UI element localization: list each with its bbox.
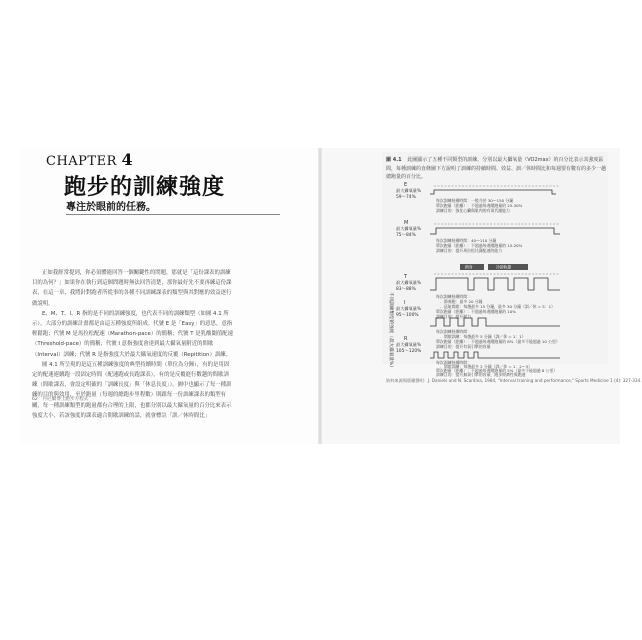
chapter-title: 跑步的訓練強度 [64,175,226,200]
zone-code: I [404,300,406,306]
zone-bullet: 單次跑量（距離）：不超過每週總跑量的 10% [436,309,516,314]
chapter-prefix: CHAPTER [46,154,117,169]
zone-bullet: ．間歇訓練：每趟最多 5 分鐘（訓／休 = 1：1） [440,334,526,339]
zone-pct-label: 最大攝氧量% [396,342,421,347]
zone-code: M [404,220,409,226]
zone-range: 59～74% [396,195,416,200]
zone-bullet: ．巡航間歇：每趟最多 15 分鐘，最多 30 分鐘（訓／休 = 5：1） [440,304,556,309]
figure-caption [386,156,606,182]
cool-down-label: 冷卻收操 [496,264,512,270]
zone-code: T [404,274,408,280]
paragraph: 正如我經常提到，你必須體能回答一個關鍵性的問題，那就是「這份課表的訓練目的為何？」如果你在執行到這個問題時無法回答清楚，那你最好先不要再練這份課表，在這一章，我將針對跑者所從事的各種不同訓練課表的類型與其對應的效益逐行做說明。 [32,270,232,307]
zone-range: 83～88% [396,287,416,292]
zone-bullet: 單次跑量（距離）：不超過每週總跑量的 25-30% [436,203,523,208]
chapter-number: 4 [121,150,134,169]
zone-bullet: 每次訓練持續時間：一般介於 30～150 分鐘 [436,198,514,203]
zone-profile [430,318,560,326]
zone-profile [430,278,560,290]
zone-e [396,182,560,213]
zone-bullet: 訓練目的：強化心臟與肌肉的有氧代謝能力 [436,208,510,213]
paragraph: 圖 4.1 所呈現的是這五種訓練強度的典型持續時間（單位為分鐘），有的是用固定的配速連續跑一段固定時間（配速跑或長跑課表），有的是反覆進行數趟的間歇訓練（間歇課表，會設定明確的「訓練長度」與「休息長度」）。圖中也顯示了每一種訓練的目的與效用，至於跑量（每週的總跑步里程數）則跟每一份訓練課表的類型有關，每一種訓練類型的跑量都有合理的上限，也都分別以最大攝氧量的百分比來表示強度大小，若該強度的課表適合間歇訓練的話，就會標註「訓／休時間比」 [32,361,232,419]
zone-profile [430,228,560,234]
zone-m [396,220,560,253]
zone-code: E [404,182,408,188]
zone-pct-label: 最大攝氧量% [396,188,421,193]
warm-up-label: 熱身 [465,264,473,270]
vertical-axis-label: 不同訓練類型的強度（最大攝氧量%） [388,292,393,370]
page-footer: 62 丹尼爾博士跑步方程式 [32,397,89,402]
zone-profile [430,190,556,194]
chapter-subtitle: 專注於眼前的任務。 [66,202,156,213]
zone-bullet: 訓練目的：提升耐力 [436,314,472,319]
zone-range: 105～120% [396,349,422,354]
zone-bullet: 單次跑量（距離）：不超過每週總跑量的 8%（最多不能超過 10 公里） [436,339,560,344]
zone-bullet: 訓練目的：提升馬拉松比賽配速的能力 [436,248,503,253]
zone-bullet: 訓練目的：提升無氧引擎的容量，跑步經濟性與跑速 [436,372,526,377]
paragraph: E、M、T、I、R 指的是不同的訓練強度，也代表不同的訓練類型（如圖 4.1 所示）。大部分的訓練計畫都是由這五種強度所組成。代號 E 是「Easy」的意思，意指輕鬆跑；代號 M 是馬拉松配速（Marathon-pace）的簡稱；代號 T 是乳酸閾值配速（Threshold-pace）的簡稱；代號 I 意指強度會達到最大攝氧量附近的間歇（Interval）訓練；代號 R 是指強度大於最大攝氧速度的反覆（Repitition）訓練。 [32,310,234,358]
zone-pct-label: 最大攝氧量% [396,306,421,311]
zone-range: 75～84% [396,233,416,238]
zone-profile [430,352,560,358]
zone-bullet: 每次訓練持續時間： [436,329,472,334]
zone-bullet: 單次跑量（距離）：不超過每週總跑量的 5%（最多不能超過 8 公里） [436,368,558,373]
zone-bullet: 每次訓練持續時間：40～110 分鐘 [436,238,497,243]
zone-range: 95～100% [396,313,419,318]
zone-bullet: 單次跑量（距離）：不超過每週總跑量的 15-20% [436,243,523,248]
zone-code: R [404,336,408,342]
figure-source: 資料來源與版權聲明：J. Daniels and N. Scardina, 1984, "Interval training and performance," Sports Medicine 1 (4): 327-334. [386,378,642,383]
zone-pct-label: 最大攝氧量% [396,280,421,285]
zone-bullet: ．節奏跑：最多 20 分鐘 [440,299,483,304]
interval-rep-diagram [382,316,610,378]
zone-bullet: ．間歇訓練：每趟最多 2 分鐘（訓／休 = 1：2～3） [440,364,533,369]
zone-bullet: 訓練目的：提升有氧引擎的容量 [436,344,491,349]
title-divider [66,214,280,215]
zone-pct-label: 最大攝氧量% [396,226,421,231]
figure-number: 圖 4.1 [386,157,402,163]
zone-bullet: 每次訓練持續時間： [436,294,472,299]
chapter-label [46,150,133,169]
book-gutter [318,148,322,444]
figure-caption-text: 此圖顯示了五種不同類型的訓練，分別以最大攝氧量（VO2max）的百分比表示其強度區間，每種訓練的直條圖下方說明了訓練的持續時間、效益、訓／休時間比和每週要有數有的多少一趟總跑量的百分比。 [386,157,607,181]
zone-bullet: 每次訓練持續時間： [436,360,472,365]
